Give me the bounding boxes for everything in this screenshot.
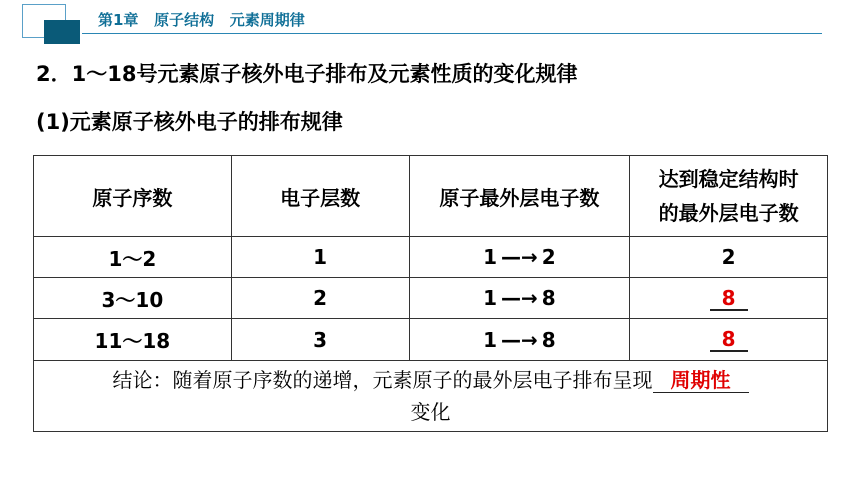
cell-shell-count: 1 [231,237,409,278]
table-row [34,278,828,319]
arrow-icon: —→ [500,327,538,352]
chapter-title [98,9,305,30]
arrow-icon: —→ [500,286,538,310]
header-divider [82,33,822,34]
chapter-number: 第1章 [98,11,139,29]
cell-atomic-range: 11～18 [34,319,232,361]
answer-blank: 8 [710,328,748,352]
electron-arrangement-table [33,155,828,432]
outer-to: 8 [541,327,556,352]
cell-stable-count: 2 [630,237,828,278]
header-outer-electrons: 原子最外层电子数 [409,156,630,237]
conclusion-prefix: 结论：随着原子序数的递增，元素原子的最外层电子排布呈现 [112,368,653,392]
table-row [34,237,828,278]
table-row [34,319,828,361]
header-stable-line1: 达到稳定结构时 [658,167,799,191]
header-atomic-number: 原子序数 [34,156,232,237]
conclusion-answer: 周期性 [653,368,749,393]
cell-stable-count [630,319,828,361]
cell-outer-change [409,278,630,319]
cell-atomic-range: 1～2 [34,237,232,278]
cell-atomic-range: 3～10 [34,278,232,319]
cell-shell-count: 2 [231,278,409,319]
cell-stable-count [630,278,828,319]
outer-to: 8 [541,286,556,310]
header-shell-count: 电子层数 [231,156,409,237]
outer-from: 1 [483,245,497,269]
outer-from: 1 [483,286,497,310]
outer-to: 2 [541,245,556,269]
table-header-row [34,156,828,237]
conclusion-suffix: 变化 [410,400,451,424]
conclusion-row [34,361,828,432]
header-decoration-square [44,20,80,44]
outer-from: 1 [483,327,497,352]
chapter-part1: 原子结构 [154,11,215,29]
subsection-title: (1)元素原子核外电子的排布规律 [36,110,343,134]
cell-outer-change [409,319,630,361]
cell-shell-count: 3 [231,319,409,361]
header-stable-outer-electrons [630,156,828,237]
chapter-part2: 元素周期律 [229,11,305,29]
section-title: 2．1～18号元素原子核外电子排布及元素性质的变化规律 [36,62,578,86]
slide-header [0,0,860,44]
cell-outer-change [409,237,630,278]
conclusion-cell [34,361,828,432]
header-stable-line2: 的最外层电子数 [658,201,799,225]
answer-blank: 8 [710,287,748,311]
arrow-icon: —→ [500,245,538,269]
